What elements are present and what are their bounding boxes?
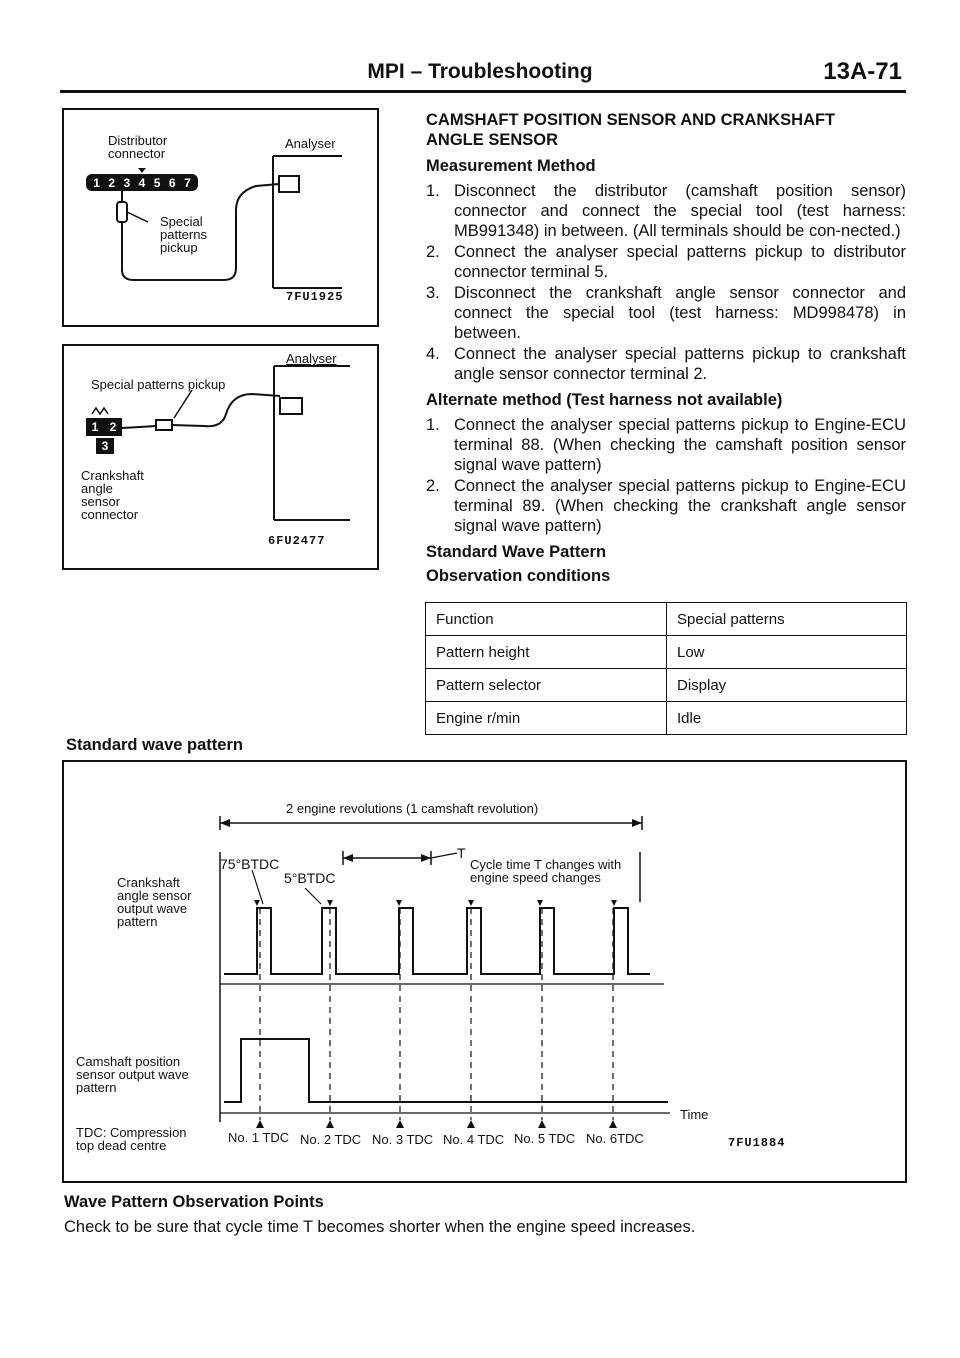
step-2: 2. Connect the analyser special patterns pickup to distributor connector terminal 5.: [426, 243, 906, 281]
distributor-pin-row: [89, 174, 195, 191]
pin-3: 3: [101, 439, 109, 453]
figure1-code: 7FU1925: [286, 290, 344, 304]
table-cell-value: Low: [667, 636, 907, 669]
pin-1: 1: [93, 175, 100, 190]
analyser-port: [279, 176, 299, 192]
page-title: MPI – Troubleshooting: [367, 60, 593, 83]
crankshaft-wave-label: Crankshaft angle sensor output wave pattern: [117, 875, 192, 929]
pickup-label: Special patterns pickup: [160, 214, 207, 255]
step-1: 1. Disconnect the distributor (camshaft position sensor) connector and connect the special tool (test harness: MB991348) in between. (All terminals should be con-nected.): [426, 182, 906, 240]
analyser-port-2: [280, 398, 302, 414]
analyser-label-2: Analyser: [286, 351, 337, 366]
standard-wave-pattern-label: Standard wave pattern: [66, 736, 243, 754]
pin-4: 4: [138, 175, 146, 190]
observation-conditions-heading: Observation conditions: [426, 567, 611, 585]
pickup-clip: [117, 202, 127, 222]
special-patterns-pickup-label: Special patterns pickup: [91, 377, 226, 392]
connector-key-mark: [138, 168, 146, 173]
pin-1: 1: [91, 420, 99, 434]
header-rule: [60, 90, 906, 93]
crankshaft-wave: [224, 908, 650, 974]
wave-pattern-diagram: [64, 762, 905, 1181]
table-cell-label: Function: [426, 603, 667, 636]
wave-pattern-figure: [62, 760, 907, 1183]
tdc-label-2: No. 2 TDC: [300, 1132, 362, 1147]
standard-wave-pattern-heading: Standard Wave Pattern: [426, 543, 607, 561]
section-title-2: ANGLE SENSOR: [426, 131, 559, 149]
tdc-label-5: No. 5 TDC: [514, 1131, 576, 1146]
alt-step-2: 2. Connect the analyser special patterns pickup to Engine-ECU terminal 89. (When checking the crankshaft angle sensor signal wave pattern): [426, 477, 906, 535]
crankshaft-wiring-diagram: [64, 346, 377, 568]
tdc-label-4: No. 4 TDC: [443, 1132, 505, 1147]
section-title-1: CAMSHAFT POSITION SENSOR AND CRANKSHAFT: [426, 111, 836, 129]
time-axis-label: Time: [680, 1107, 709, 1122]
pin-5: 5: [153, 175, 161, 190]
table-cell-value: Idle: [667, 702, 907, 735]
table-cell-value: Display: [667, 669, 907, 702]
figure-crankshaft-connector: [62, 344, 379, 570]
procedure-text: [426, 110, 906, 586]
distributor-connector-label: Distributor connector: [108, 133, 168, 161]
table-cell-label: Engine r/min: [426, 702, 667, 735]
crank-pin-row: [86, 418, 122, 436]
alternate-method-heading: Alternate method (Test harness not available): [426, 391, 783, 409]
camshaft-wave: [224, 1039, 668, 1102]
revolutions-label: 2 engine revolutions (1 camshaft revolution): [286, 801, 539, 816]
table-cell-label: Pattern height: [426, 636, 667, 669]
table-row: [426, 669, 907, 702]
step-3: 3. Disconnect the crankshaft angle sensor connector and connect the special tool (test harness: MD998478) in between.: [426, 284, 906, 342]
camshaft-wave-label: Camshaft position sensor output wave pattern: [76, 1054, 189, 1095]
step-4: 4. Connect the analyser special patterns pickup to crankshaft angle sensor connector terminal 2.: [426, 345, 906, 383]
pin-3: 3: [123, 175, 131, 190]
wave-figure-code: 7FU1884: [728, 1136, 786, 1150]
crankshaft-connector-label: Crankshaft angle sensor connector: [81, 468, 144, 522]
observation-points-heading: Wave Pattern Observation Points: [64, 1193, 324, 1211]
tdc-definition: TDC: Compression top dead centre: [76, 1125, 187, 1153]
observation-conditions-table: [425, 602, 907, 735]
measurement-method-heading: Measurement Method: [426, 157, 596, 175]
table-cell-value: Special patterns: [667, 603, 907, 636]
table-row: [426, 636, 907, 669]
pin-6: 6: [168, 175, 176, 190]
pin-7: 7: [184, 175, 191, 190]
observation-points-text: Check to be sure that cycle time T becomes shorter when the engine speed increases.: [64, 1218, 696, 1236]
tdc-label-1: No. 1 TDC: [228, 1130, 290, 1145]
tdc-label-3: No. 3 TDC: [372, 1132, 434, 1147]
table-row: [426, 702, 907, 735]
crank-pin-row-2: [96, 438, 114, 454]
pin-2: 2: [109, 420, 117, 434]
table-row: [426, 603, 907, 636]
cycle-time-t-label: T: [457, 845, 466, 861]
pin-2: 2: [108, 175, 116, 190]
cycle-time-note: Cycle time T changes with engine speed changes: [470, 857, 622, 885]
figure-distributor-connector: [62, 108, 379, 327]
btdc75-label: 75°BTDC: [220, 856, 280, 872]
analyser-label: Analyser: [285, 136, 336, 151]
page-number: 13A-71: [823, 58, 902, 85]
tdc-label-6: No. 6TDC: [586, 1131, 644, 1146]
alt-step-1: 1. Connect the analyser special patterns pickup to Engine-ECU terminal 88. (When checking the camshaft position sensor signal wave pattern): [426, 416, 906, 474]
btdc5-label: 5°BTDC: [284, 870, 336, 886]
table-cell-label: Pattern selector: [426, 669, 667, 702]
pickup-clip-2: [156, 420, 172, 430]
figure2-code: 6FU2477: [268, 534, 326, 548]
